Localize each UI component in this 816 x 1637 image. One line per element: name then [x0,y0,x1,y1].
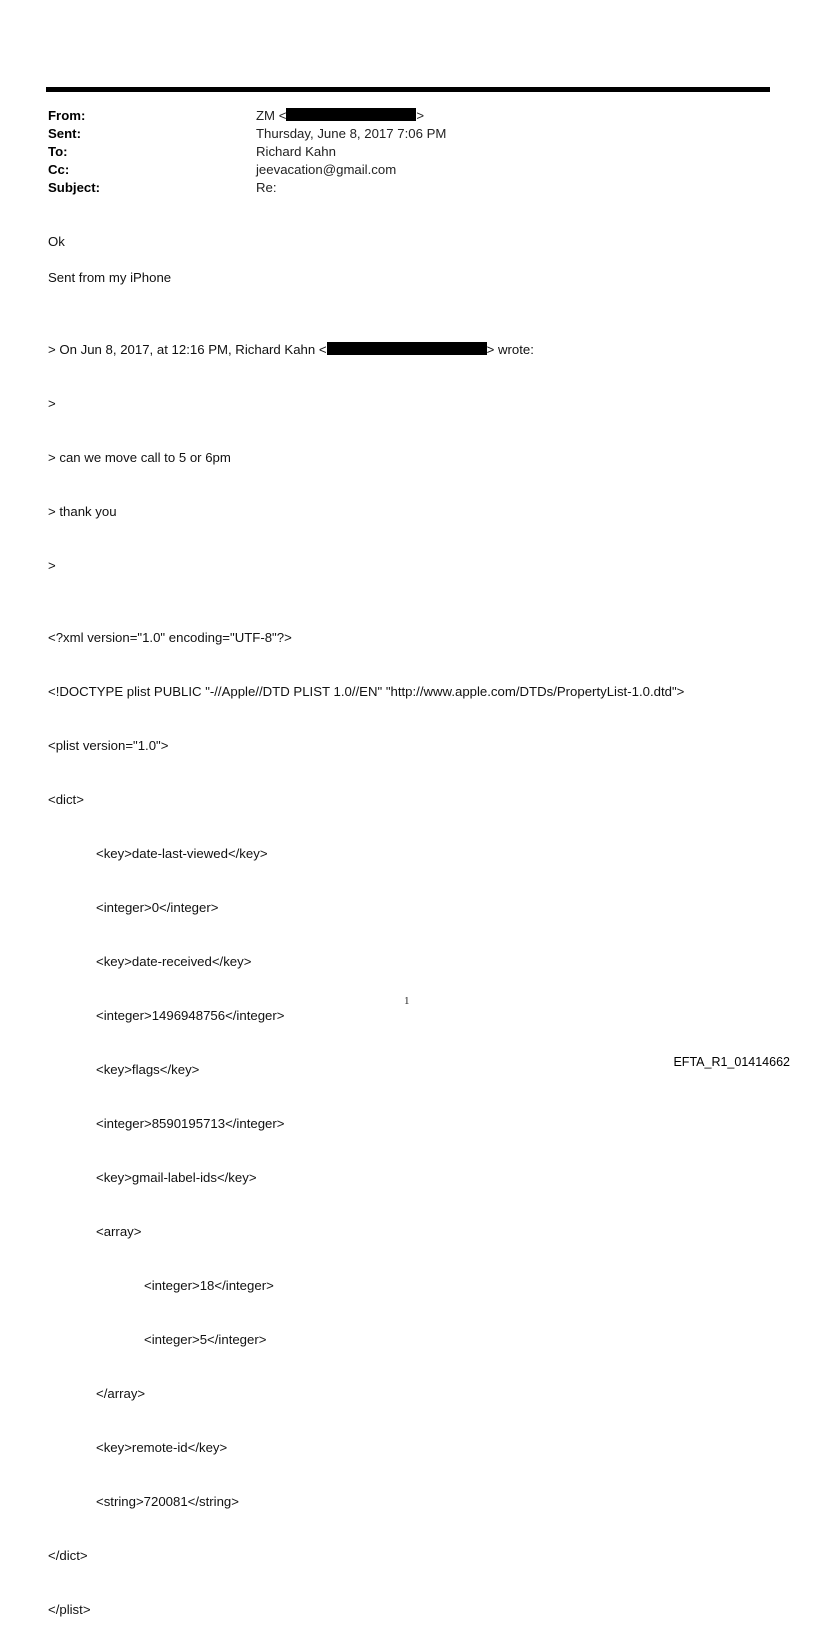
xml-line: <key>flags</key> [96,1062,200,1077]
sent-row [48,125,748,143]
sent-label: Sent: [48,126,81,141]
redaction-box [327,342,487,355]
from-bracket: > [416,108,425,123]
xml-line: <key>date-last-viewed</key> [96,846,268,861]
xml-line: <?xml version="1.0" encoding="UTF-8"?> [48,630,292,645]
xml-line: <key>gmail-label-ids</key> [96,1170,257,1185]
cc-row [48,161,748,179]
xml-line: </dict> [48,1548,88,1563]
sent-value: Thursday, June 8, 2017 7:06 PM [256,126,447,141]
subject-row [48,179,748,197]
cc-value: jeevacation@gmail.com [256,162,397,177]
reply-text: Ok [48,234,65,249]
xml-line: <!DOCTYPE plist PUBLIC "-//Apple//DTD PLIST 1.0//EN" "http://www.apple.com/DTDs/PropertyList-1.0.dtd"> [48,684,685,699]
quote-line: > [48,558,56,573]
xml-line: </plist> [48,1602,91,1617]
signature-text: Sent from my iPhone [48,270,172,285]
xml-line: <key>date-received</key> [96,954,252,969]
xml-line: <integer>18</integer> [144,1278,274,1293]
xml-line: <key>remote-id</key> [96,1440,228,1455]
xml-line: <integer>1496948756</integer> [96,1008,285,1023]
email-header [48,107,748,197]
quote-line: > can we move call to 5 or 6pm [48,450,231,465]
xml-line: <plist version="1.0"> [48,738,169,753]
xml-line: <integer>8590195713</integer> [96,1116,285,1131]
quote-line: > [48,396,56,411]
document-id: EFTA_R1_01414662 [673,1055,790,1069]
quote-line: > thank you [48,504,117,519]
to-value: Richard Kahn [256,144,336,159]
subject-label: Subject: [48,180,101,195]
cc-label: Cc: [48,162,70,177]
xml-line: <array> [96,1224,142,1239]
to-row [48,143,748,161]
xml-line: <dict> [48,792,84,807]
quote-intro-suffix: > wrote: [486,342,534,357]
redaction-box [286,108,416,121]
from-row [48,107,748,125]
subject-value: Re: [256,180,277,195]
xml-line: <integer>0</integer> [96,900,219,915]
quote-intro-prefix: > On Jun 8, 2017, at 12:16 PM, Richard Kahn < [48,342,327,357]
xml-line: <integer>5</integer> [144,1332,267,1347]
page-number: 1 [404,995,410,1007]
xml-line: <string>720081</string> [96,1494,239,1509]
from-name: ZM < [256,108,287,123]
xml-line: </array> [96,1386,146,1401]
from-label: From: [48,108,86,123]
quoted-message [48,305,684,1637]
quote-intro [48,341,684,359]
header-rule [46,87,770,92]
from-value [256,107,424,125]
to-label: To: [48,144,68,159]
